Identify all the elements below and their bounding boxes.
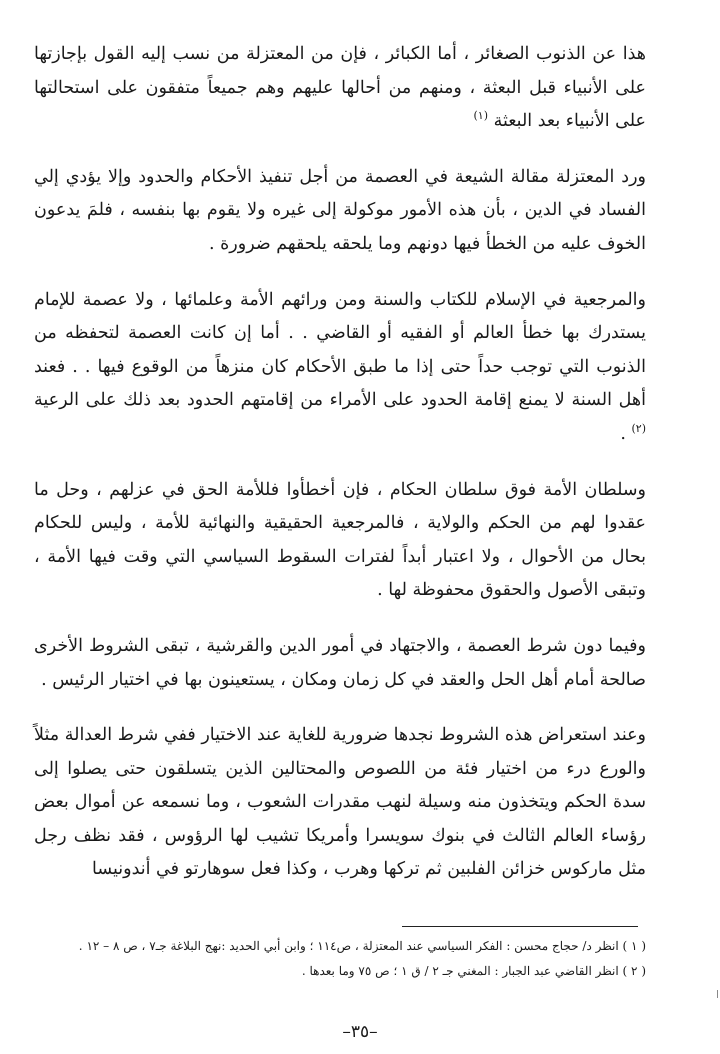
paragraph-1-text: هذا عن الذنوب الصغائر ، أما الكبائر ، فإن من المعتزلة من نسب إليه القول بإجازتها على الأنبياء قبل البعثة ، ومنهم من أحالها عليهم وهم جميعاً متفقون على استحالتها على الأنبياء بعد البعثة xyxy=(34,44,646,132)
paragraph-6: وعند استعراض هذه الشروط نجدها ضرورية للغاية عند الاختيار ففي شرط العدالة مثلاً والورع درء من اختيار فئة من اللصوص والمحتالين الذين يتسلقون حتى يصلوا إلى سدة الحكم ويتخذون منه وسيلة لنهب مقدرات الشعوب ، وما نسمعه عن أموال بعض رؤساء العالم الثالث في بنوك سويسرا وأمريكا تشيب لها الرؤوس ، فقد نظف رجل مثل ماركوس خزائن الفلبين ثم تركها وهرب ، وكذا فعل سوهارتو في أندونيسا xyxy=(34,725,646,880)
margin-mark xyxy=(713,990,718,998)
footnote-divider xyxy=(402,926,638,927)
paragraph-2: ورد المعتزلة مقالة الشيعة في العصمة من أجل تنفيذ الأحكام والحدود وإلا يؤدي إلي الفساد في الدين ، بأن هذه الأمور موكولة إلى غيره ولا يقوم بها بنفسه ، فلمَ يدعون الخوف عليه من الخطأ فيها دونهم وما يلحقه يلحقهم ضرورة . xyxy=(34,166,646,254)
footnote-ref-1: (١) xyxy=(473,109,488,123)
footnote-2: ( ٢ ) انظر القاضي عبد الجبار : المغني جـ ٢ / ق ١ ؛ ص ٧٥ وما بعدها . xyxy=(301,964,646,978)
paragraph-1 xyxy=(34,38,646,139)
paragraph-5: وفيما دون شرط العصمة ، والاجتهاد في أمور الدين والقرشية ، تبقى الشروط الأخرى صالحة أمام أهل الحل والعقد في كل زمان ومكان ، يستعينون بها في اختيار الرئيس . xyxy=(34,635,646,690)
paragraph-3 xyxy=(34,284,646,452)
footnotes xyxy=(34,934,646,984)
paragraph-3-text: والمرجعية في الإسلام للكتاب والسنة ومن ورائهم الأمة وعلمائها ، ولا عصمة للإمام يستدرك بها خطأ العالم أو الفقيه أو القاضي . . أما إن كانت العصمة لتحفظه من الذنوب التي توجب حداً حتى إذا ما طبق الأحكام كان منزهاً من الوقوع فيها . . فعند أهل السنة لا يمنع إقامة الحدود على الأمراء من إقامتهم الحدود بعد ذلك على الرعية xyxy=(34,289,646,411)
main-text xyxy=(34,38,646,887)
footnote-1: ( ١ ) انظر د/ حجاج محسن : الفكر السياسي عند المعتزلة ، ص١١٤ ؛ وابن أبي الحديد :نهج البلاغة جـ٧ ، ص ٨ – ١٢ . xyxy=(78,939,646,953)
paragraph-4: وسلطان الأمة فوق سلطان الحكام ، فإن أخطأوا فللأمة الحق في عزلهم ، وحل ما عقدوا لهم من الحكم والولاية ، فالمرجعية الحقيقية والنهائية للأمة ، وليس للحكام بحال من الأحوال ، ولا اعتبار أبداً لفترات السقوط السياسي التي وقت فيها الأمة ، وتبقى الأصول والحقوق محفوظة لها . xyxy=(34,479,646,601)
page-number: –٣٥– xyxy=(342,1022,378,1042)
footnote-ref-2-suffix: . xyxy=(620,423,632,444)
footnote-ref-2: (٢) xyxy=(631,422,646,436)
